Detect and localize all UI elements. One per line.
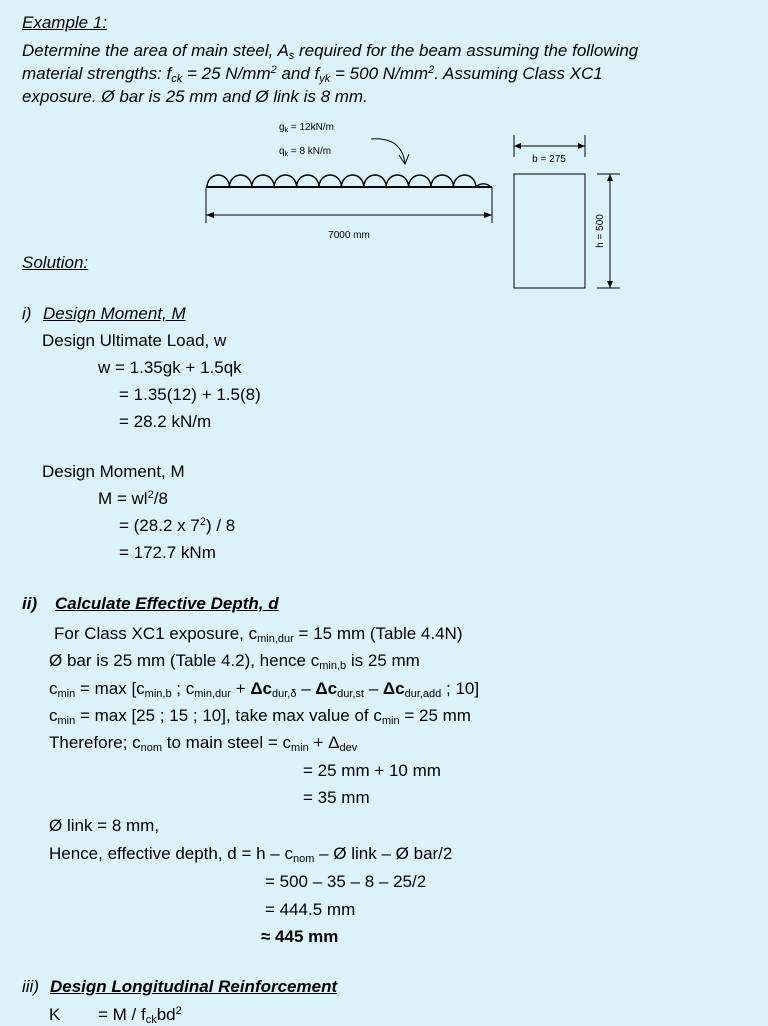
load-eq-1: w = 1.35gk + 1.5qk <box>98 358 242 377</box>
depth-line-3: $c_{min} = \max [c_{min,b}$ ; $c_{min,dur} + \Delta c_{dur,\delta} - \Delta c_{dur,st} - \Delta c_{dur,add}$ ; 10] <box>49 679 480 700</box>
section-3-title: Design Longitudinal Reinforcement <box>50 977 338 996</box>
section-2-number: ii) <box>22 594 38 613</box>
section-1-title: Design Moment, M <box>43 304 186 323</box>
depth-line-6: = 25 mm + 10 mm <box>303 761 441 780</box>
section-2-title: Calculate Effective Depth, d <box>55 594 279 613</box>
height-label: h = 500 <box>595 214 606 248</box>
beam-diagram <box>195 115 635 295</box>
height-arrow-top <box>607 174 613 181</box>
qk-label: $q_k = 8$ kN/m <box>279 146 332 158</box>
moment-eq-3: = 172.7 kNm <box>119 543 216 562</box>
moment-eq-2: = (28.2 x $7^2) / 8$ <box>119 516 236 535</box>
depth-line-2: Ø bar is 25 mm (Table 4.2), hence $c_{min,b}$ is 25 mm <box>49 651 420 672</box>
depth-line-9: Hence, effective depth, $d = h - c_{nom}$ – Ø link – Ø bar/2 <box>49 844 453 865</box>
solution-heading: Solution: <box>22 253 89 272</box>
example-title: Example 1: <box>22 13 108 32</box>
span-arrow-right <box>484 212 492 218</box>
intro-line-1: Determine the area of main steel, $A_s$ required for the beam assuming the following <box>22 41 639 62</box>
intro-line-2: material strengths: $f_{ck} = 25$ $N/mm^2$ and $f_{yk} = 500$ $N/mm^2$. Assuming Class XC1 <box>22 64 603 85</box>
udl-loops <box>207 175 491 187</box>
k-equation: = M / $f_{ck}bd^2$ <box>98 1005 182 1026</box>
design-moment-label: Design Moment, M <box>42 462 185 481</box>
depth-line-12: ≈ 445 mm <box>261 927 339 946</box>
beam-cross-section <box>514 174 585 288</box>
section-1-number: i) <box>22 304 32 323</box>
k-label: K <box>49 1005 61 1024</box>
section-3-number: iii) <box>22 977 39 996</box>
depth-line-4: $c_{min} = \max [25$ ; 15 ; 10], take max value of $c_{min} = 25$ mm <box>49 706 471 727</box>
width-arrow-left <box>514 143 521 149</box>
depth-line-11: = 444.5 mm <box>265 900 356 919</box>
width-label: b = 275 <box>532 154 566 165</box>
width-arrow-right <box>578 143 585 149</box>
span-arrow-left <box>206 212 214 218</box>
intro-line-3: exposure. Ø bar is 25 mm and Ø link is 8 mm. <box>22 87 368 106</box>
depth-line-1: For Class XC1 exposure, $c_{min,dur} = 15$ mm (Table 4.4N) <box>54 624 463 645</box>
depth-line-8: Ø link = 8 mm, <box>49 816 160 835</box>
moment-eq-1: $M = wl^2/8$ <box>98 489 168 508</box>
depth-line-5: Therefore; $c_{nom}$ to main steel = $c_{min} + \Delta_{dev}$ <box>49 733 358 754</box>
load-arrow <box>371 139 405 163</box>
depth-line-10: = 500 – 35 – 8 – 25/2 <box>265 872 427 891</box>
design-load-label: Design Ultimate Load, w <box>42 331 227 350</box>
load-eq-2: = 1.35(12) + 1.5(8) <box>119 385 261 404</box>
height-arrow-bottom <box>607 281 613 288</box>
depth-line-7: = 35 mm <box>303 788 370 807</box>
gk-label: $g_k = 12kN/m$ <box>279 122 334 134</box>
span-label: 7000 mm <box>328 230 370 241</box>
load-eq-3: = 28.2 kN/m <box>119 412 212 431</box>
